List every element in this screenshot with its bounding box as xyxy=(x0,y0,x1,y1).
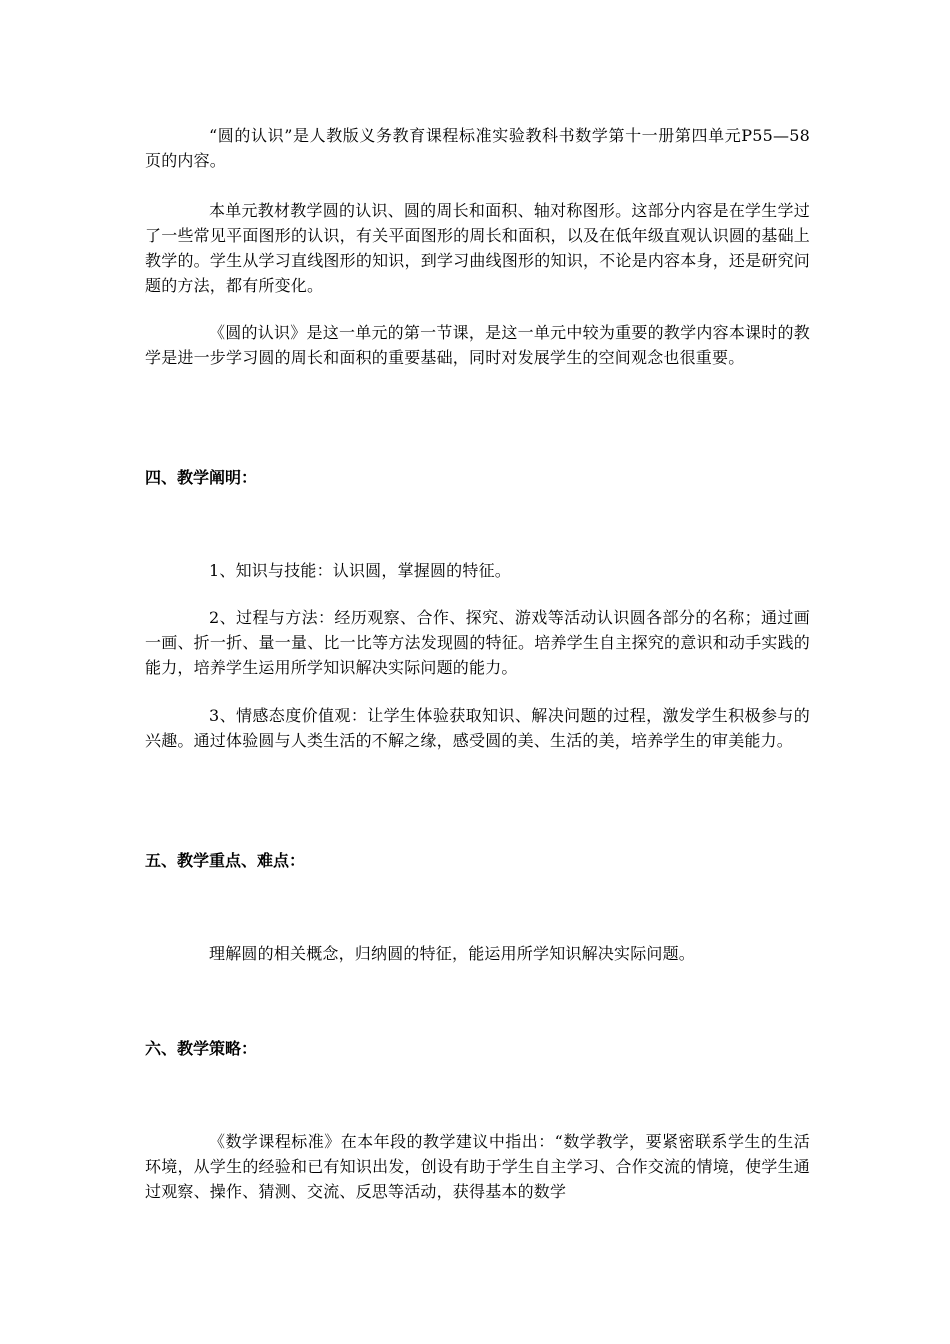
intro-paragraph-2: 本单元教材教学圆的认识、圆的周长和面积、轴对称图形。这部分内容是在学生学过了一些常见平面图形的认识，有关平面图形的周长和面积，以及在低年级直观认识圆的基础上教学的。学生从学习直线图形的知识，到学习曲线图形的知识，不论是内容本身，还是研究问题的方法，都有所变化。 xyxy=(145,201,810,295)
section-6-text: 《数学课程标准》在本年段的教学建议中指出：“数学教学，要紧密联系学生的生活环境，从学生的经验和已有知识出发，创设有助于学生自主学习、合作交流的情境，使学生通过观察、操作、猜测、交流、反思等活动，获得基本的数学 xyxy=(145,1132,810,1201)
section-4-heading: 四、教学阐明： xyxy=(145,468,258,487)
section-5-text: 理解圆的相关概念，归纳圆的特征，能运用所学知识解决实际问题。 xyxy=(209,944,696,963)
intro-paragraph-1: “圆的认识”是人教版义务教育课程标准实验教科书数学第十一册第四单元P55—58页的内容。 xyxy=(145,126,810,170)
section-4-item-1: 1、知识与技能：认识圆，掌握圆的特征。 xyxy=(209,561,511,580)
intro-paragraph-3: 《圆的认识》是这一单元的第一节课，是这一单元中较为重要的教学内容本课时的教学是进一步学习圆的周长和面积的重要基础，同时对发展学生的空间观念也很重要。 xyxy=(145,323,810,367)
section-4-item-2: 2、过程与方法：经历观察、合作、探究、游戏等活动认识圆各部分的名称；通过画一画、折一折、量一量、比一比等方法发现圆的特征。培养学生自主探究的意识和动手实践的能力，培养学生运用所学知识解决实际问题的能力。 xyxy=(145,608,810,677)
section-4-item-3: 3、情感态度价值观：让学生体验获取知识、解决问题的过程，激发学生积极参与的兴趣。通过体验圆与人类生活的不解之缘，感受圆的美、生活的美，培养学生的审美能力。 xyxy=(145,706,810,750)
section-6-heading: 六、教学策略： xyxy=(145,1039,258,1058)
section-5-heading: 五、教学重点、难点： xyxy=(145,851,306,870)
